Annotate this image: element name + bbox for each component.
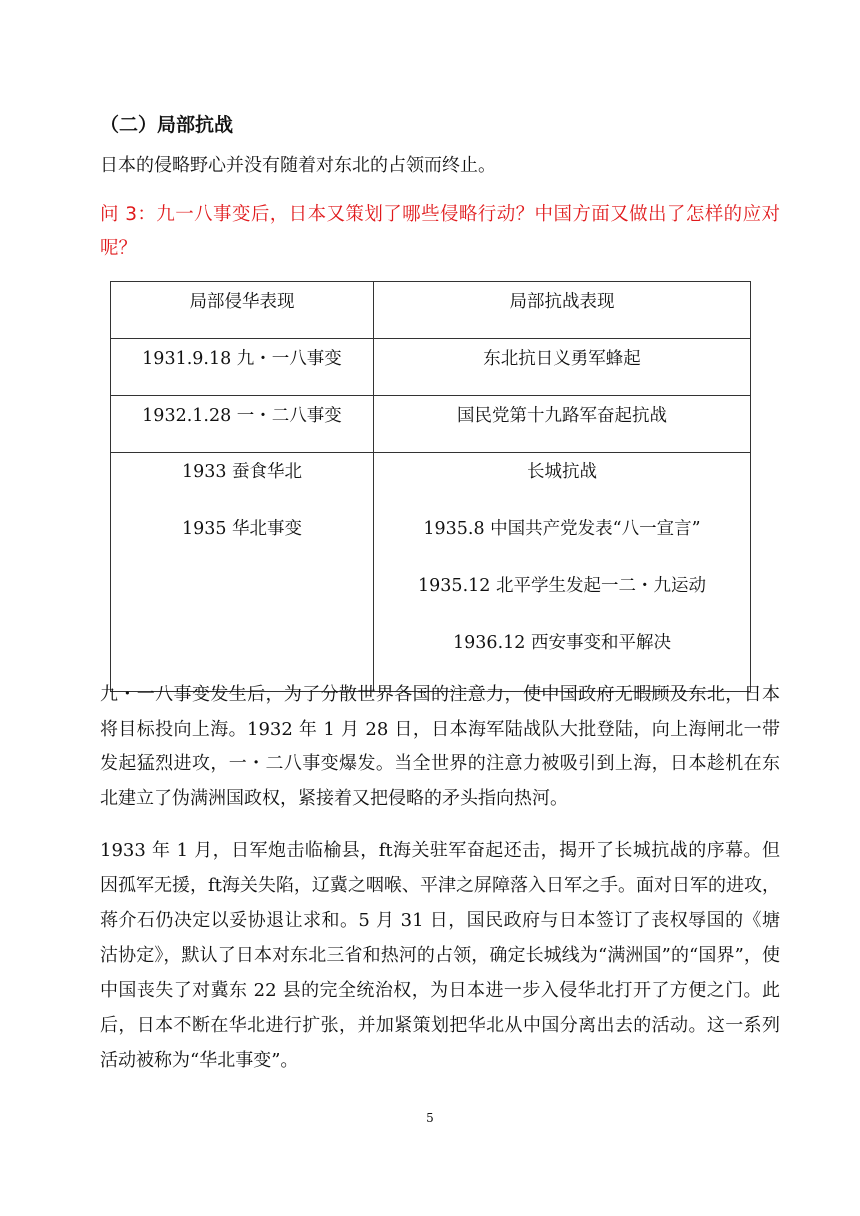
intro-paragraph: 日本的侵略野心并没有随着对东北的占领而终止。 — [100, 155, 496, 176]
table-cell-left — [111, 453, 374, 692]
table-cell-right: 东北抗日义勇军蜂起 — [374, 339, 751, 396]
table-header-right: 局部抗战表现 — [374, 282, 751, 339]
cell-line: 1935 华北事变 — [181, 519, 303, 539]
table-cell-right: 国民党第十九路军奋起抗战 — [374, 396, 751, 453]
table-row — [111, 339, 751, 396]
page-number: 5 — [426, 1111, 434, 1125]
cell-line: 1936.12 西安事变和平解决 — [453, 633, 671, 653]
cell-line: 1935.12 北平学生发起一二・九运动 — [418, 576, 706, 596]
table-cell-right — [374, 453, 751, 692]
section-heading: （二）局部抗战 — [100, 114, 234, 136]
table-cell-left: 1931.9.18 九・一八事变 — [111, 339, 374, 396]
cell-line: 长城抗战 — [527, 462, 597, 482]
table-row — [111, 396, 751, 453]
table-row — [111, 453, 751, 692]
cell-line: 1935.8 中国共产党发表“八一宣言” — [423, 519, 701, 539]
cell-line: 1933 蚕食华北 — [181, 462, 303, 482]
table-header-row — [111, 282, 751, 339]
body-paragraph-1: 九・一八事变发生后，为了分散世界各国的注意力，使中国政府无暇顾及东北，日本将目标投向上海。1932 年 1 月 28 日，日本海军陆战队大批登陆，向上海闸北一带发起猛烈进攻，一・二八事变爆发。当全世界的注意力被吸引到上海，日本趁机在东北建立了伪满洲国政权，紧接着又把侵略的矛头指向热河。 — [100, 684, 780, 809]
body-paragraph-2: 1933 年 1 月，日军炮击临榆县，ft海关驻军奋起还击，揭开了长城抗战的序幕。但因孤军无援，ft海关失陷，辽冀之咽喉、平津之屏障落入日军之手。面对日军的进攻，蒋介石仍决定以妥协退让求和。5 月 31 日，国民政府与日本签订了丧权辱国的《塘沽协定》，默认了日本对东北三省和热河的占领，确定长城线为“满洲国”的“国界”，使中国丧失了对冀东 22 县的完全统治权，为日本进一步入侵华北打开了方便之门。此后，日本不断在华北进行扩张，并加紧策划把华北从中国分离出去的活动。这一系列活动被称为“华北事变”。 — [100, 840, 780, 1071]
table-cell-left: 1932.1.28 一・二八事变 — [111, 396, 374, 453]
events-table — [110, 281, 751, 692]
table-header-left: 局部侵华表现 — [111, 282, 374, 339]
question-text: 问 3：九一八事变后，日本又策划了哪些侵略行动？中国方面又做出了怎样的应对呢？ — [100, 204, 780, 259]
